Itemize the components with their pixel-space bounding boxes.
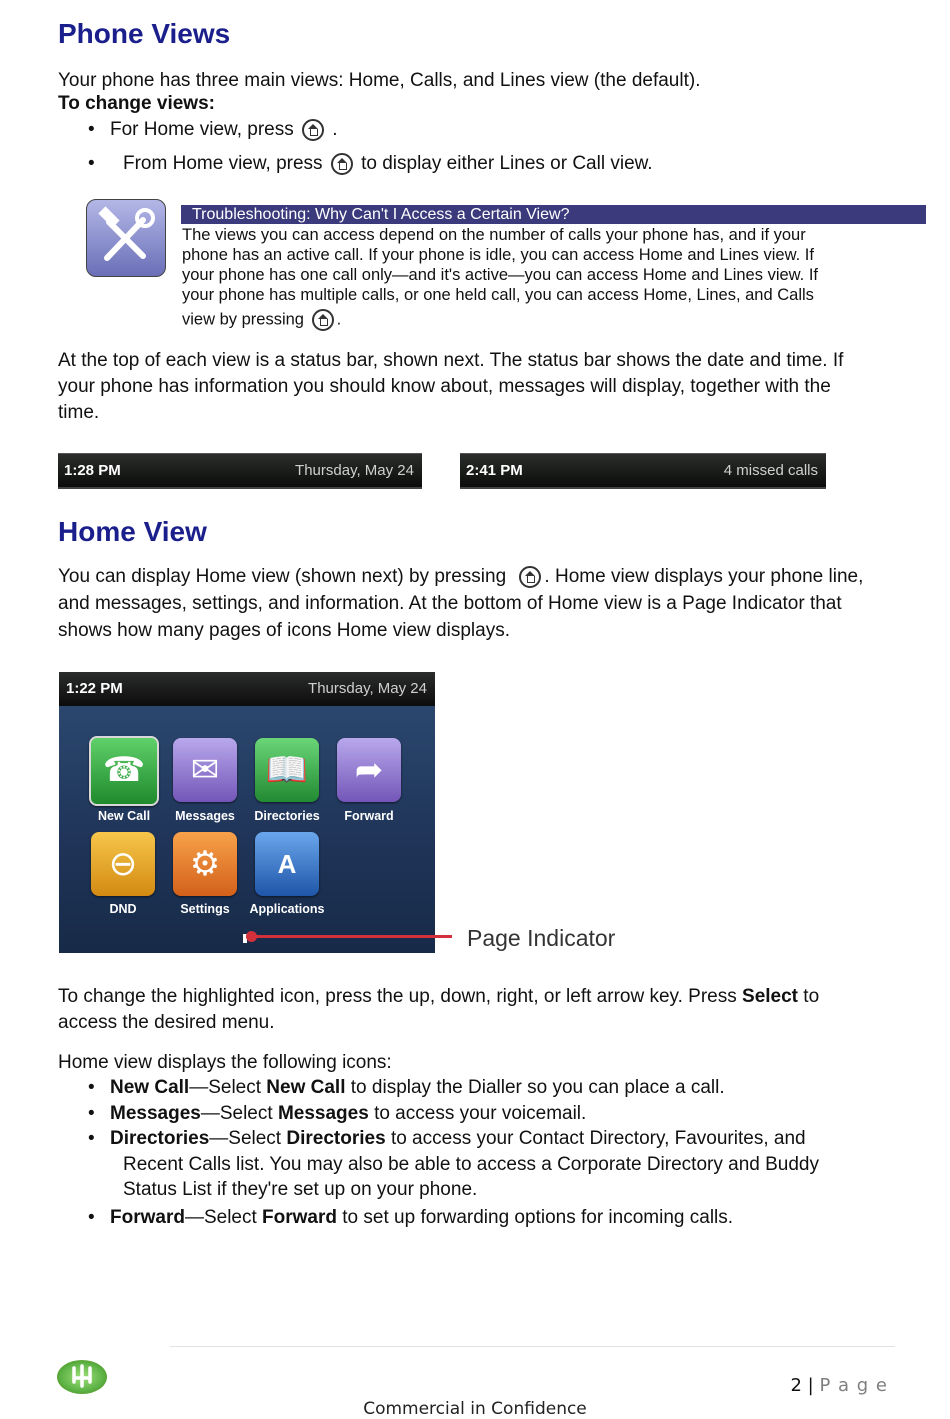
section-title-home-view: Home View bbox=[58, 516, 207, 547]
item-text: —Select bbox=[209, 1128, 282, 1149]
troubleshooting-line: The views you can access depend on the number of calls your phone has, and if your bbox=[182, 226, 806, 244]
troubleshooting-line: your phone has one call only—and it's active—you can access Home and Lines view. If bbox=[182, 266, 818, 284]
company-logo-icon bbox=[57, 1360, 107, 1394]
item-name: Directories bbox=[286, 1128, 386, 1149]
list-item bbox=[58, 1205, 938, 1231]
paragraph-text: You can display Home view (shown next) by pressing bbox=[58, 566, 507, 587]
dnd-tile[interactable] bbox=[91, 832, 155, 896]
troubleshooting-text: . bbox=[336, 310, 342, 329]
tile-label: New Call bbox=[97, 809, 151, 823]
page-number: 2 bbox=[790, 1375, 802, 1396]
item-name: Messages bbox=[277, 1102, 369, 1124]
status-info: 4 missed calls bbox=[723, 462, 818, 479]
book-icon: 📖 bbox=[265, 751, 309, 789]
troubleshooting-title: Troubleshooting: Why Can't I Access a Certain View? bbox=[181, 205, 926, 224]
home-key-icon bbox=[302, 119, 324, 141]
callout-dot bbox=[246, 931, 257, 942]
paragraph-line: access the desired menu. bbox=[58, 1012, 275, 1033]
bullet-text: For Home view, press bbox=[110, 119, 294, 140]
list-item bbox=[58, 151, 918, 176]
item-text: to access your voicemail. bbox=[374, 1102, 587, 1124]
troubleshooting-line bbox=[182, 309, 922, 331]
messages-tile[interactable] bbox=[173, 738, 237, 802]
bullet-text: From Home view, press bbox=[123, 153, 323, 174]
home-view-screenshot bbox=[59, 672, 435, 953]
applications-icon: A bbox=[277, 849, 297, 879]
tile-label: Forward bbox=[344, 809, 394, 823]
troubleshooting-text: view by pressing bbox=[182, 310, 304, 329]
paragraph-line: At the top of each view is a status bar, shown next. The status bar shows the date and time. If bbox=[58, 350, 844, 371]
hammer-wrench-icon bbox=[87, 200, 165, 276]
item-text: to display the Dialler so you can place a call. bbox=[350, 1077, 725, 1098]
tile-label: DND bbox=[109, 902, 137, 916]
item-name: Directories bbox=[110, 1128, 210, 1149]
paragraph-line: shows how many pages of icons Home view displays. bbox=[58, 620, 510, 641]
paragraph-line: time. bbox=[58, 402, 100, 423]
item-text: —Select bbox=[184, 1206, 257, 1228]
paragraph-line bbox=[58, 984, 938, 1010]
page-number-block bbox=[790, 1375, 888, 1396]
item-text: Recent Calls list. You may also be able to access a Corporate Directory and Buddy bbox=[123, 1153, 819, 1175]
status-time: 1:28 PM bbox=[64, 462, 121, 479]
envelope-icon: ✉ bbox=[190, 751, 220, 789]
home-key-icon bbox=[331, 153, 353, 175]
tile-label: Settings bbox=[180, 902, 230, 916]
item-name: New Call bbox=[110, 1077, 190, 1098]
phone-status-date: Thursday, May 24 bbox=[308, 680, 427, 697]
list-item bbox=[58, 1126, 938, 1203]
directories-tile[interactable] bbox=[255, 738, 319, 802]
item-text: to access your Contact Directory, Favourites, and bbox=[390, 1128, 806, 1149]
confidential-notice: Commercial in Confidence bbox=[363, 1399, 587, 1419]
page-word: P a g e bbox=[819, 1375, 888, 1396]
applications-tile[interactable] bbox=[255, 832, 319, 896]
status-time: 2:41 PM bbox=[466, 462, 523, 479]
settings-tile[interactable] bbox=[173, 832, 237, 896]
status-bar-paragraph bbox=[58, 348, 938, 426]
forward-tile[interactable] bbox=[337, 738, 401, 802]
paragraph-line: and messages, settings, and information. At the bottom of Home view is a Page Indicator that bbox=[58, 593, 842, 614]
status-info: Thursday, May 24 bbox=[295, 462, 414, 479]
paragraph-bold: Select bbox=[742, 986, 799, 1007]
list-item bbox=[58, 1101, 938, 1127]
tile-label: Messages bbox=[175, 809, 235, 823]
item-name: Messages bbox=[110, 1102, 201, 1124]
item-name: New Call bbox=[266, 1077, 346, 1098]
troubleshooting-line: phone has an active call. If your phone is idle, you can access Home and Lines view. If bbox=[182, 246, 814, 264]
new-call-tile[interactable] bbox=[89, 736, 159, 806]
icons-list-intro: Home view displays the following icons: bbox=[58, 1052, 392, 1073]
gear-icon: ⚙ bbox=[189, 845, 221, 883]
bullet-text: . bbox=[332, 119, 338, 140]
intro-paragraph: Your phone has three main views: Home, Calls, and Lines view (the default). bbox=[58, 70, 701, 91]
logo-mark-icon bbox=[59, 1362, 105, 1392]
list-item bbox=[58, 117, 918, 142]
tile-label: Applications bbox=[249, 902, 325, 916]
item-name: Forward bbox=[262, 1206, 337, 1228]
troubleshooting-line: your phone has multiple calls, or one held call, you can access Home, Lines, and Calls bbox=[182, 286, 814, 304]
paragraph-text: to bbox=[803, 986, 820, 1007]
change-views-list bbox=[58, 117, 918, 176]
item-text: —Select bbox=[189, 1077, 262, 1098]
dnd-icon: ⊖ bbox=[108, 845, 138, 883]
page-indicator-callout: Page Indicator bbox=[467, 925, 616, 951]
paragraph-line: your phone has information you should know about, messages will display, together with the bbox=[58, 376, 831, 397]
home-view-paragraph bbox=[58, 563, 938, 644]
bullet-text: to display either Lines or Call view. bbox=[361, 153, 653, 174]
phone-status-time: 1:22 PM bbox=[66, 680, 123, 697]
paragraph-text: . Home view displays your phone line, bbox=[544, 566, 864, 587]
status-bar-example-date bbox=[58, 453, 422, 489]
paragraph-line bbox=[58, 563, 938, 590]
status-bar-example-missed bbox=[460, 453, 826, 489]
change-views-heading: To change views: bbox=[58, 93, 215, 114]
item-name: Forward bbox=[110, 1206, 185, 1228]
forward-icon: ➦ bbox=[354, 751, 384, 789]
item-text: to set up forwarding options for incoming calls. bbox=[342, 1206, 734, 1228]
change-icon-paragraph bbox=[58, 984, 938, 1036]
home-key-icon bbox=[519, 566, 541, 588]
phone-status-bar bbox=[59, 672, 435, 706]
tile-label: Directories bbox=[254, 809, 320, 823]
section-title-phone-views: Phone Views bbox=[58, 18, 231, 49]
footer-divider bbox=[170, 1346, 895, 1347]
item-text: —Select bbox=[200, 1102, 273, 1124]
troubleshooting-body bbox=[182, 225, 922, 331]
paragraph-text: To change the highlighted icon, press the up, down, right, or left arrow key. Press bbox=[58, 986, 737, 1007]
icons-list bbox=[58, 1075, 938, 1230]
item-text: Status List if they're set up on your phone. bbox=[123, 1179, 478, 1200]
home-key-icon bbox=[312, 309, 334, 331]
tools-icon bbox=[86, 199, 166, 277]
list-item bbox=[58, 1075, 938, 1101]
phone-icon: ☎ bbox=[102, 751, 146, 789]
callout-line bbox=[250, 935, 452, 938]
page-separator: | bbox=[807, 1375, 814, 1396]
